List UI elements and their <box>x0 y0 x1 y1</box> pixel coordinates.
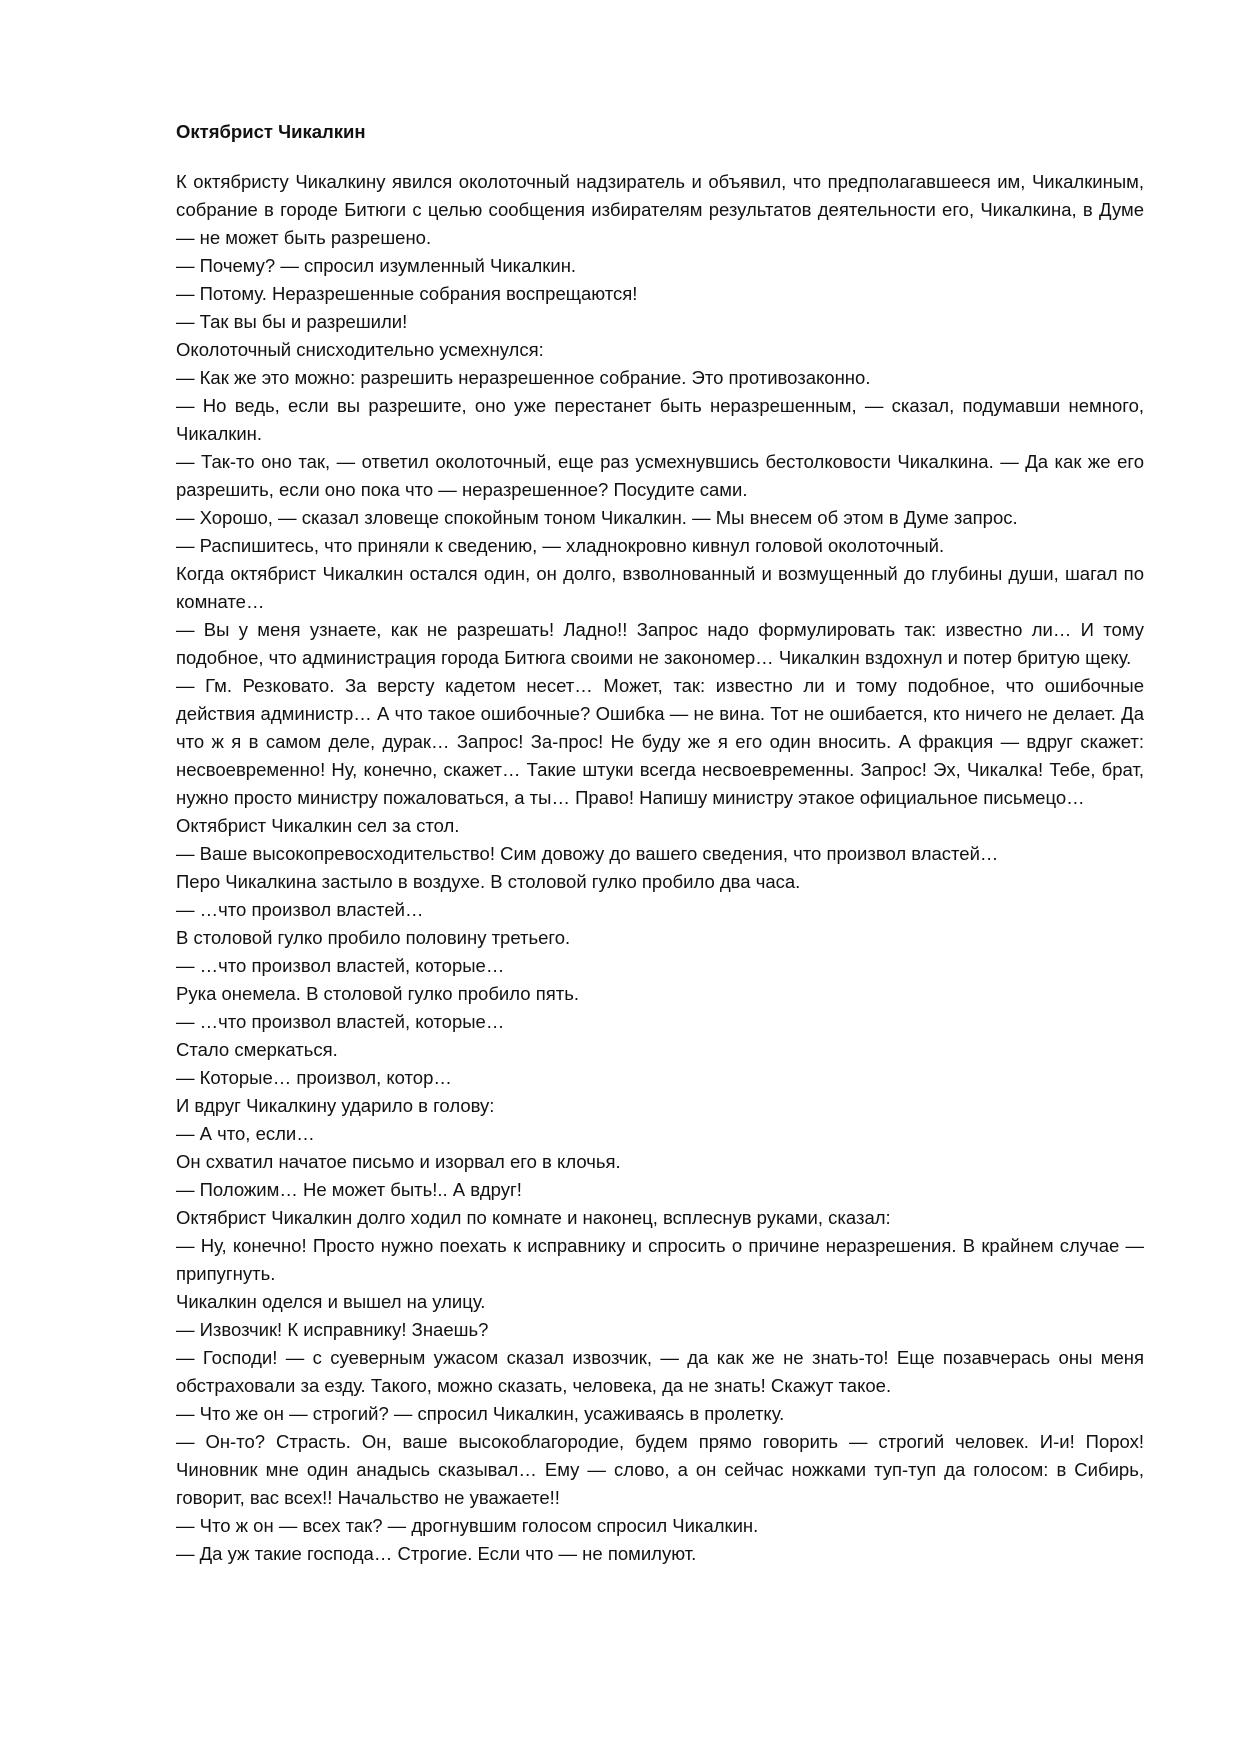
paragraph: Октябрист Чикалкин сел за стол. <box>176 815 460 836</box>
paragraph: Околоточный снисходительно усмехнулся: <box>176 339 544 360</box>
paragraph: — Что же он — строгий? — спросил Чикалкин, усаживаясь в пролетку. <box>176 1403 785 1424</box>
paragraph: Рука онемела. В столовой гулко пробило пять. <box>176 983 579 1004</box>
paragraph: — Почему? — спросил изумленный Чикалкин. <box>176 255 577 276</box>
document-title: Октябрист Чикалкин <box>176 121 366 142</box>
document-body <box>176 168 1144 1568</box>
paragraph: — Хорошо, — сказал зловеще спокойным тоном Чикалкин. — Мы внесем об этом в Думе запрос. <box>176 507 1018 528</box>
paragraph: — Так вы бы и разрешили! <box>176 311 408 332</box>
paragraph: — Да уж такие господа… Строгие. Если что — не помилуют. <box>176 1543 697 1564</box>
paragraph: — …что произвол властей, которые… <box>176 955 505 976</box>
paragraph: — Вы у меня узнаете, как не разрешать! Ладно!! Запрос надо формулировать так: известно ли… И тому подобное, что администрация города Битюга своими не закономер… Чикалкин вздохнул и потер бритую щеку. <box>176 619 1144 668</box>
paragraph: Стало смеркаться. <box>176 1039 338 1060</box>
paragraph: Октябрист Чикалкин долго ходил по комнате и наконец, всплеснув руками, сказал: <box>176 1207 891 1228</box>
paragraph: — Что ж он — всех так? — дрогнувшим голосом спросил Чикалкин. <box>176 1515 759 1536</box>
paragraph: — …что произвол властей… <box>176 899 424 920</box>
paragraph: — Потому. Неразрешенные собрания воспрещаются! <box>176 283 638 304</box>
paragraph: Когда октябрист Чикалкин остался один, он долго, взволнованный и возмущенный до глубины души, шагал по комнате… <box>176 563 1144 612</box>
paragraph: — Господи! — с суеверным ужасом сказал извозчик, — да как же не знать-то! Еще позавчерась оны меня обстраховали за езду. Такого, можно сказать, человека, да не знать! Скажут такое. <box>176 1347 1144 1396</box>
paragraph: К октябристу Чикалкину явился околоточный надзиратель и объявил, что предполагавшееся им, Чикалкиным, собрание в городе Битюги с целью сообщения избирателям результатов деятельности его, Чикалкина, в Думе — не может быть разрешено. <box>176 171 1144 248</box>
paragraph: — Положим… Не может быть!.. А вдруг! <box>176 1179 522 1200</box>
document-page <box>176 118 1144 1568</box>
paragraph: — Он-то? Страсть. Он, ваше высокоблагородие, будем прямо говорить — строгий человек. И-и! Порох! Чиновник мне один анадысь сказывал… Ему — слово, а он сейчас ножками туп-туп да голосом: в Сибирь, говорит, вас всех!! Начальство не уважаете!! <box>176 1431 1144 1508</box>
paragraph: — Распишитесь, что приняли к сведению, — хладнокровно кивнул головой околоточный. <box>176 535 945 556</box>
paragraph: — Как же это можно: разрешить неразрешенное собрание. Это противозаконно. <box>176 367 871 388</box>
paragraph: — Ваше высокопревосходительство! Сим довожу до вашего сведения, что произвол властей… <box>176 843 999 864</box>
paragraph: Перо Чикалкина застыло в воздухе. В столовой гулко пробило два часа. <box>176 871 801 892</box>
paragraph: — …что произвол властей, которые… <box>176 1011 505 1032</box>
paragraph: — Которые… произвол, котор… <box>176 1067 452 1088</box>
paragraph: — Извозчик! К исправнику! Знаешь? <box>176 1319 489 1340</box>
paragraph: — Ну, конечно! Просто нужно поехать к исправнику и спросить о причине неразрешения. В крайнем случае — припугнуть. <box>176 1235 1144 1284</box>
paragraph: В столовой гулко пробило половину третьего. <box>176 927 571 948</box>
paragraph: Чикалкин оделся и вышел на улицу. <box>176 1291 486 1312</box>
paragraph: — Так-то оно так, — ответил околоточный, еще раз усмехнувшись бестолковости Чикалкина. — Да как же его разрешить, если оно пока что — неразрешенное? Посудите сами. <box>176 451 1144 500</box>
paragraph: — Гм. Резковато. За версту кадетом несет… Может, так: известно ли и тому подобное, что ошибочные действия администр… А что такое ошибочные? Ошибка — не вина. Тот не ошибается, кто ничего не делает. Да что ж я в самом деле, дурак… Запрос! За-прос! Не буду же я его один вносить. А фракция — вдруг скажет: несвоевременно! Ну, конечно, скажет… Такие штуки всегда несвоевременны. Запрос! Эх, Чикалка! Тебе, брат, нужно просто министру пожаловаться, а ты… Право! Напишу министру этакое официальное письмецо… <box>176 675 1144 808</box>
paragraph: И вдруг Чикалкину ударило в голову: <box>176 1095 495 1116</box>
paragraph: — А что, если… <box>176 1123 315 1144</box>
paragraph: Он схватил начатое письмо и изорвал его в клочья. <box>176 1151 621 1172</box>
paragraph: — Но ведь, если вы разрешите, оно уже перестанет быть неразрешенным, — сказал, подумавши немного, Чикалкин. <box>176 395 1144 444</box>
